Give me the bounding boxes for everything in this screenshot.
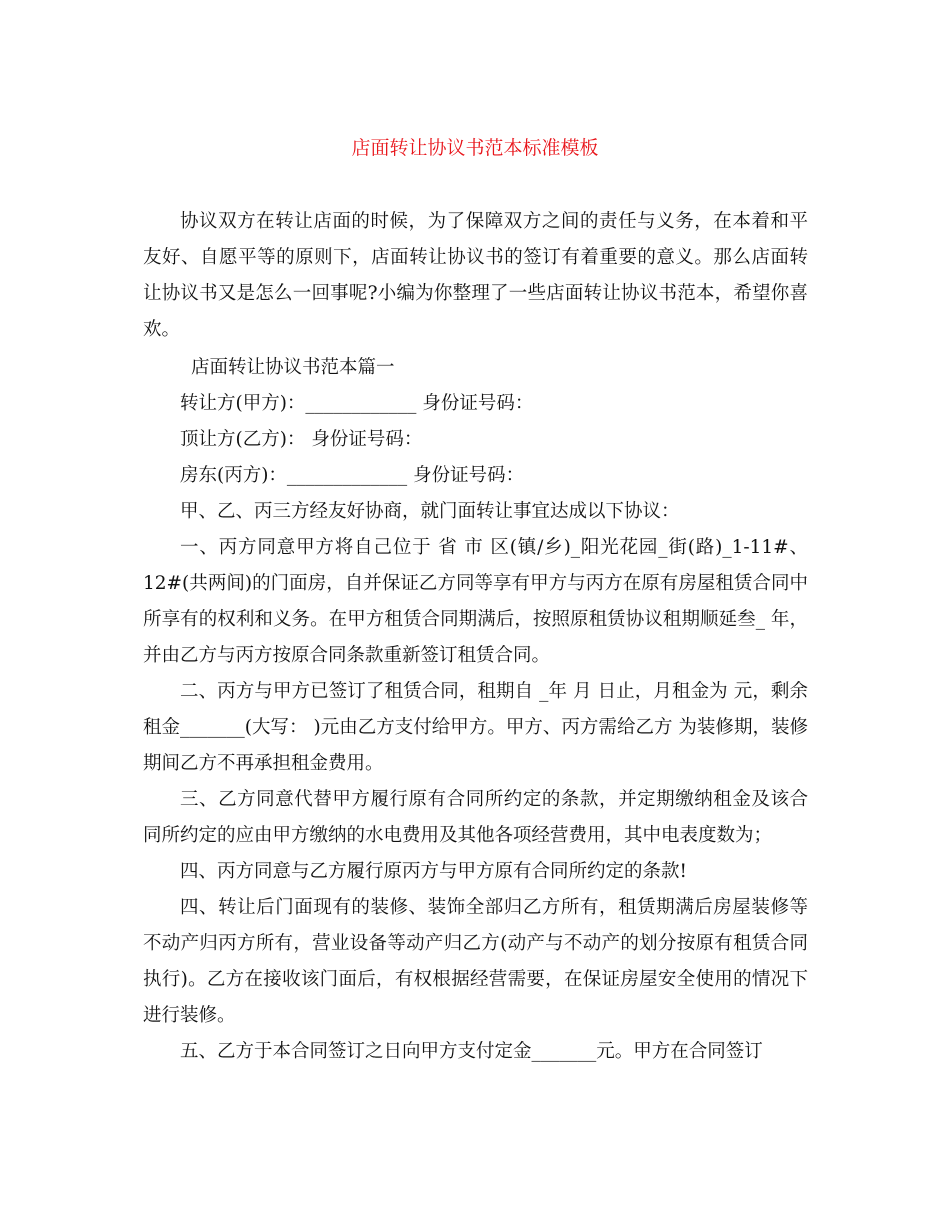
clause-1: 一、丙方同意甲方将自己位于 省 市 区(镇/乡)_阳光花园_街(路)_1-11#、12#(共两间)的门面房，自并保证乙方同等享有甲方与丙方在原有房屋租赁合同中所享有的权利和义务。在甲方租赁合同期满后，按照原租赁协议租期顺延叁_ 年，并由乙方与丙方按原合同条款重新签订租赁合同。 xyxy=(143,537,808,666)
document-title: 店面转让协议书范本标准模板 xyxy=(351,137,599,159)
clause-5: 五、乙方于本合同签订之日向甲方支付定金_______元。甲方在合同签订 xyxy=(180,1041,763,1062)
section-heading: 店面转让协议书范本篇一 xyxy=(191,357,395,378)
party-b-line: 顶让方(乙方)： 身份证号码： xyxy=(180,429,423,450)
document-body xyxy=(143,204,808,1070)
clause-4a: 四、丙方同意与乙方履行原丙方与甲方原有合同所约定的条款! xyxy=(180,861,687,882)
party-a-line: 转让方(甲方)：____________ 身份证号码： xyxy=(180,393,534,414)
clause-3: 三、乙方同意代替甲方履行原有合同所约定的条款，并定期缴纳租金及该合同所约定的应由甲方缴纳的水电费用及其他各项经营费用，其中电表度数为； xyxy=(143,789,808,846)
preamble-line: 甲、乙、丙三方经友好协商，就门面转让事宜达成以下协议： xyxy=(180,501,680,522)
party-c-line: 房东(丙方)：_____________ 身份证号码： xyxy=(180,465,525,486)
clause-4b: 四、转让后门面现有的装修、装饰全部归乙方所有，租赁期满后房屋装修等不动产归丙方所有，营业设备等动产归乙方(动产与不动产的划分按原有租赁合同执行)。乙方在接收该门面后，有权根据经营需要，在保证房屋安全使用的情况下进行装修。 xyxy=(143,897,808,1026)
clause-2: 二、丙方与甲方已签订了租赁合同，租期自 _年 月 日止，月租金为 元，剩余租金_______(大写： )元由乙方支付给甲方。甲方、丙方需给乙方 为装修期，装修期间乙方不再承担租金费用。 xyxy=(143,681,808,774)
intro-paragraph: 协议双方在转让店面的时候，为了保障双方之间的责任与义务，在本着和平友好、自愿平等的原则下，店面转让协议书的签订有着重要的意义。那么店面转让协议书又是怎么一回事呢?小编为你整理了一些店面转让协议书范本，希望你喜欢。 xyxy=(143,211,808,340)
